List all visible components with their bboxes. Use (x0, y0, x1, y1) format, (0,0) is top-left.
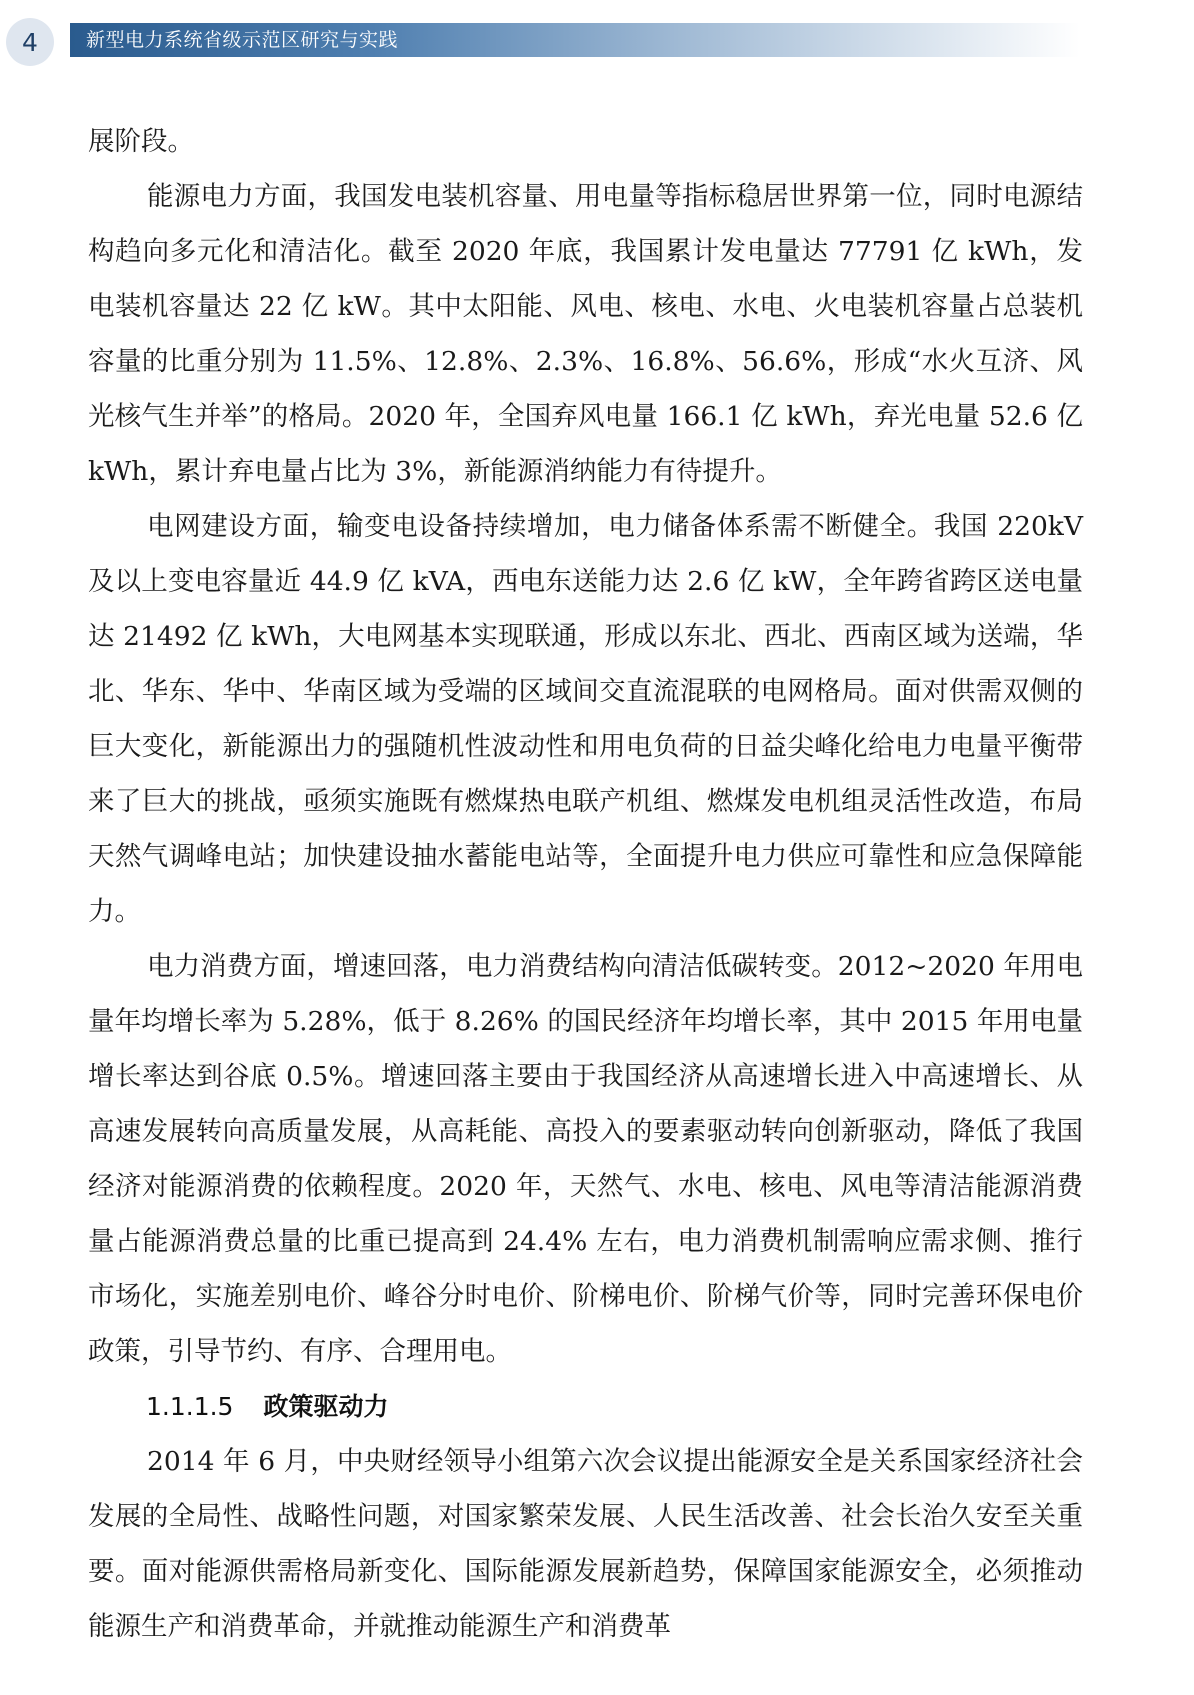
paragraph-policy-driver: 2014 年 6 月，中央财经领导小组第六次会议提出能源安全是关系国家经济社会发展的全局性、战略性问题，对国家繁荣发展、人民生活改善、社会长治久安至关重要。面对能源供需格局新变化、国际能源发展新趋势，保障国家能源安全，必须推动能源生产和消费革命，并就推动能源生产和消费革 (88, 1446, 1083, 1642)
running-header (0, 18, 1194, 66)
section-number: 1.1.1.5 (146, 1392, 234, 1421)
page-body (88, 114, 1083, 1654)
paragraph-continuation: 展阶段。 (88, 126, 194, 157)
paragraph-energy-power: 能源电力方面，我国发电装机容量、用电量等指标稳居世界第一位，同时电源结构趋向多元化和清洁化。截至 2020 年底，我国累计发电量达 77791 亿 kWh，发电装机容量达 22 亿 kW。其中太阳能、风电、核电、水电、火电装机容量占总装机容量的比重分别为 11.5%、12.8%、2.3%、16.8%、56.6%，形成“水火互济、风光核气生并举”的格局。2020 年，全国弃风电量 166.1 亿 kWh，弃光电量 52.6 亿 kWh，累计弃电量占比为 3%，新能源消纳能力有待提升。 (88, 181, 1083, 487)
paragraph-grid-construction: 电网建设方面，输变电设备持续增加，电力储备体系需不断健全。我国 220kV 及以上变电容量近 44.9 亿 kVA，西电东送能力达 2.6 亿 kW，全年跨省跨区送电量达 21492 亿 kWh，大电网基本实现联通，形成以东北、西北、西南区域为送端，华北、华东、华中、华南区域为受端的区域间交直流混联的电网格局。面对供需双侧的巨大变化，新能源出力的强随机性波动性和用电负荷的日益尖峰化给电力电量平衡带来了巨大的挑战，亟须实施既有燃煤热电联产机组、燃煤发电机组灵活性改造，布局天然气调峰电站；加快建设抽水蓄能电站等，全面提升电力供应可靠性和应急保障能力。 (88, 511, 1083, 927)
section-heading (88, 1379, 1083, 1434)
book-title: 新型电力系统省级示范区研究与实践 (86, 29, 399, 51)
page-number: 4 (6, 18, 54, 66)
paragraph-power-consumption: 电力消费方面，增速回落，电力消费结构向清洁低碳转变。2012~2020 年用电量年均增长率为 5.28%，低于 8.26% 的国民经济年均增长率，其中 2015 年用电量增长率达到谷底 0.5%。增速回落主要由于我国经济从高速增长进入中高速增长、从高速发展转向高质量发展，从高耗能、高投入的要素驱动转向创新驱动，降低了我国经济对能源消费的依赖程度。2020 年，天然气、水电、核电、风电等清洁能源消费量占能源消费总量的比重已提高到 24.4% 左右，电力消费机制需响应需求侧、推行市场化，实施差别电价、峰谷分时电价、阶梯电价、阶梯气价等，同时完善环保电价政策，引导节约、有序、合理用电。 (88, 951, 1083, 1367)
section-title: 政策驱动力 (263, 1392, 389, 1421)
